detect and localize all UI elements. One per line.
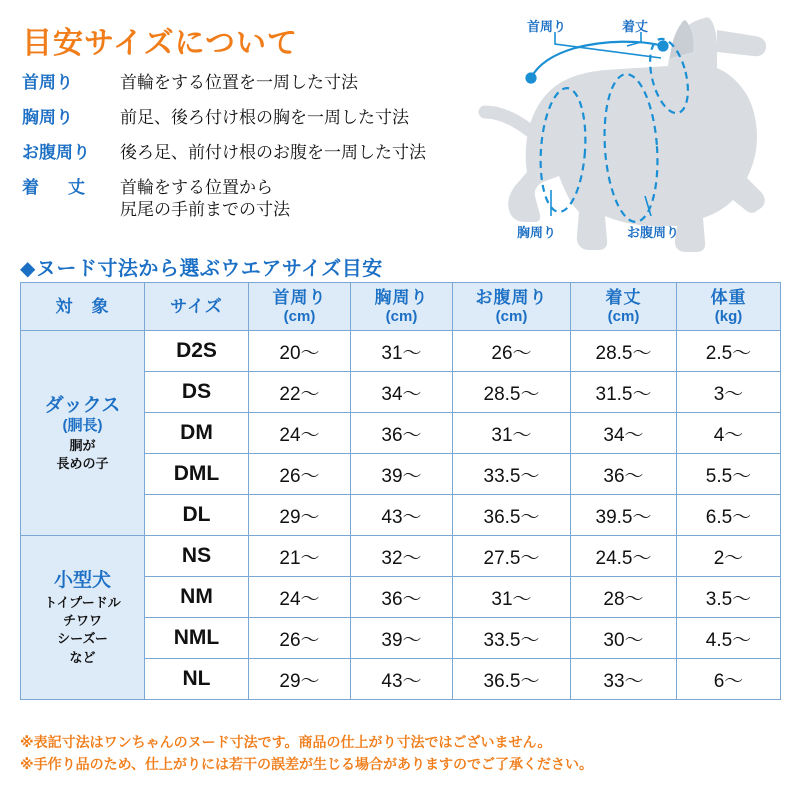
cell-neck: 21〜 xyxy=(249,536,351,577)
cell-size: D2S xyxy=(145,331,249,372)
dog-silhouette xyxy=(508,17,766,252)
group-sub: (胴長) xyxy=(62,417,103,435)
header-weight-label: 体重 xyxy=(710,288,747,308)
header-neck-unit: (cm) xyxy=(283,307,316,325)
definition-term: 着 丈 xyxy=(22,178,91,198)
footnotes xyxy=(20,731,790,776)
definition-description xyxy=(120,177,290,221)
cell-length: 31.5〜 xyxy=(571,372,677,413)
table-row xyxy=(21,331,781,372)
header-size-label: サイズ xyxy=(170,296,223,316)
header-size xyxy=(145,283,249,331)
cell-chest: 32〜 xyxy=(351,536,453,577)
definition-description: 前足、後ろ付け根の胸を一周した寸法 xyxy=(120,108,409,128)
cell-size: NS xyxy=(145,536,249,577)
cell-size: DL xyxy=(145,495,249,536)
label-chest-circumference: 胸周り xyxy=(517,225,557,240)
cell-chest: 43〜 xyxy=(351,659,453,700)
cell-size: NM xyxy=(145,577,249,618)
definition-description-line2: 尻尾の手前までの寸法 xyxy=(120,200,290,220)
table-header-row xyxy=(21,283,781,331)
cell-size: NL xyxy=(145,659,249,700)
table-header xyxy=(21,283,781,331)
definition-term: 首周り xyxy=(22,73,73,92)
cell-weight: 4〜 xyxy=(677,413,781,454)
label-belly-circumference: お腹周り xyxy=(627,225,680,240)
cell-length: 30〜 xyxy=(571,618,677,659)
size-table xyxy=(20,282,781,700)
table-body xyxy=(21,331,781,700)
header-belly-label: お腹周り xyxy=(475,288,548,308)
cell-neck: 29〜 xyxy=(249,659,351,700)
cell-chest: 34〜 xyxy=(351,372,453,413)
header-length-unit: (cm) xyxy=(607,307,640,325)
header-target-label: 対 象 xyxy=(55,296,110,316)
cell-neck: 24〜 xyxy=(249,577,351,618)
header-neck xyxy=(249,283,351,331)
cell-neck: 29〜 xyxy=(249,495,351,536)
definition-row xyxy=(22,177,492,221)
definition-description: 後ろ足、前付け根のお腹を一周した寸法 xyxy=(120,143,426,163)
cell-length: 39.5〜 xyxy=(571,495,677,536)
measurement-definitions xyxy=(22,72,492,234)
definition-description: 首輪をする位置を一周した寸法 xyxy=(120,73,358,92)
cell-neck: 26〜 xyxy=(249,618,351,659)
group-name: ダックス xyxy=(44,394,121,416)
size-table-wrapper xyxy=(20,282,780,700)
header-length xyxy=(571,283,677,331)
cell-length: 34〜 xyxy=(571,413,677,454)
definition-row xyxy=(22,107,492,129)
section-heading: ◆ヌード寸法から選ぶウエアサイズ目安 xyxy=(20,258,383,280)
group-name: 小型犬 xyxy=(53,570,111,592)
cell-length: 28.5〜 xyxy=(571,331,677,372)
header-weight-unit: (kg) xyxy=(714,307,743,325)
header-neck-label: 首周り xyxy=(272,288,327,308)
cell-length: 24.5〜 xyxy=(571,536,677,577)
table-row xyxy=(21,536,781,577)
group-note-line4: など xyxy=(69,649,96,665)
cell-chest: 39〜 xyxy=(351,454,453,495)
label-neck-circumference: 首周り xyxy=(527,19,567,34)
cell-neck: 20〜 xyxy=(249,331,351,372)
header-chest xyxy=(351,283,453,331)
cell-weight: 5.5〜 xyxy=(677,454,781,495)
dog-diagram-svg xyxy=(455,0,800,258)
cell-neck: 22〜 xyxy=(249,372,351,413)
label-back-length: 着丈 xyxy=(622,19,649,34)
definition-description-line1: 首輪をする位置から xyxy=(120,178,273,198)
cell-belly: 36.5〜 xyxy=(453,659,571,700)
cell-chest: 43〜 xyxy=(351,495,453,536)
cell-weight: 2〜 xyxy=(677,536,781,577)
group-note-line2: 長めの子 xyxy=(56,456,109,472)
cell-belly: 26〜 xyxy=(453,331,571,372)
cell-weight: 6.5〜 xyxy=(677,495,781,536)
cell-size: DS xyxy=(145,372,249,413)
group-note-line1: トイプードル xyxy=(44,594,121,610)
cell-neck: 24〜 xyxy=(249,413,351,454)
group-cell-small-dog xyxy=(21,536,145,700)
cell-belly: 36.5〜 xyxy=(453,495,571,536)
header-chest-label: 胸周り xyxy=(374,288,429,308)
definition-row xyxy=(22,142,492,164)
cell-weight: 2.5〜 xyxy=(677,331,781,372)
cell-length: 33〜 xyxy=(571,659,677,700)
cell-length: 36〜 xyxy=(571,454,677,495)
cell-weight: 6〜 xyxy=(677,659,781,700)
cell-chest: 31〜 xyxy=(351,331,453,372)
header-belly-unit: (cm) xyxy=(495,307,528,325)
header-weight xyxy=(677,283,781,331)
group-note-line3: シーズー xyxy=(57,631,108,647)
cell-weight: 3.5〜 xyxy=(677,577,781,618)
header-length-label: 着丈 xyxy=(605,288,642,308)
footnote-1: ※表記寸法はワンちゃんのヌード寸法です。商品の仕上がり寸法ではございません。 xyxy=(20,734,552,750)
definition-term: お腹周り xyxy=(22,143,90,163)
group-note-line2: チワワ xyxy=(62,613,102,629)
definition-term: 胸周り xyxy=(22,108,73,128)
dog-measurement-illustration xyxy=(455,0,800,258)
cell-belly: 27.5〜 xyxy=(453,536,571,577)
definition-row xyxy=(22,72,492,94)
cell-weight: 4.5〜 xyxy=(677,618,781,659)
cell-chest: 36〜 xyxy=(351,413,453,454)
cell-belly: 31〜 xyxy=(453,577,571,618)
cell-chest: 39〜 xyxy=(351,618,453,659)
cell-belly: 33.5〜 xyxy=(453,454,571,495)
header-chest-unit: (cm) xyxy=(385,307,418,325)
cell-belly: 33.5〜 xyxy=(453,618,571,659)
cell-size: NML xyxy=(145,618,249,659)
cell-belly: 28.5〜 xyxy=(453,372,571,413)
header-belly xyxy=(453,283,571,331)
page-title: 目安サイズについて xyxy=(22,27,298,60)
footnote-2: ※手作り品のため、仕上がりには若干の誤差が生じる場合がありますのでご了承ください。 xyxy=(20,756,594,773)
header-target xyxy=(21,283,145,331)
cell-length: 28〜 xyxy=(571,577,677,618)
group-cell-dachshund xyxy=(21,331,145,536)
cell-weight: 3〜 xyxy=(677,372,781,413)
cell-chest: 36〜 xyxy=(351,577,453,618)
cell-belly: 31〜 xyxy=(453,413,571,454)
cell-size: DML xyxy=(145,454,249,495)
group-note-line1: 胴が xyxy=(69,438,96,453)
cell-size: DM xyxy=(145,413,249,454)
cell-neck: 26〜 xyxy=(249,454,351,495)
